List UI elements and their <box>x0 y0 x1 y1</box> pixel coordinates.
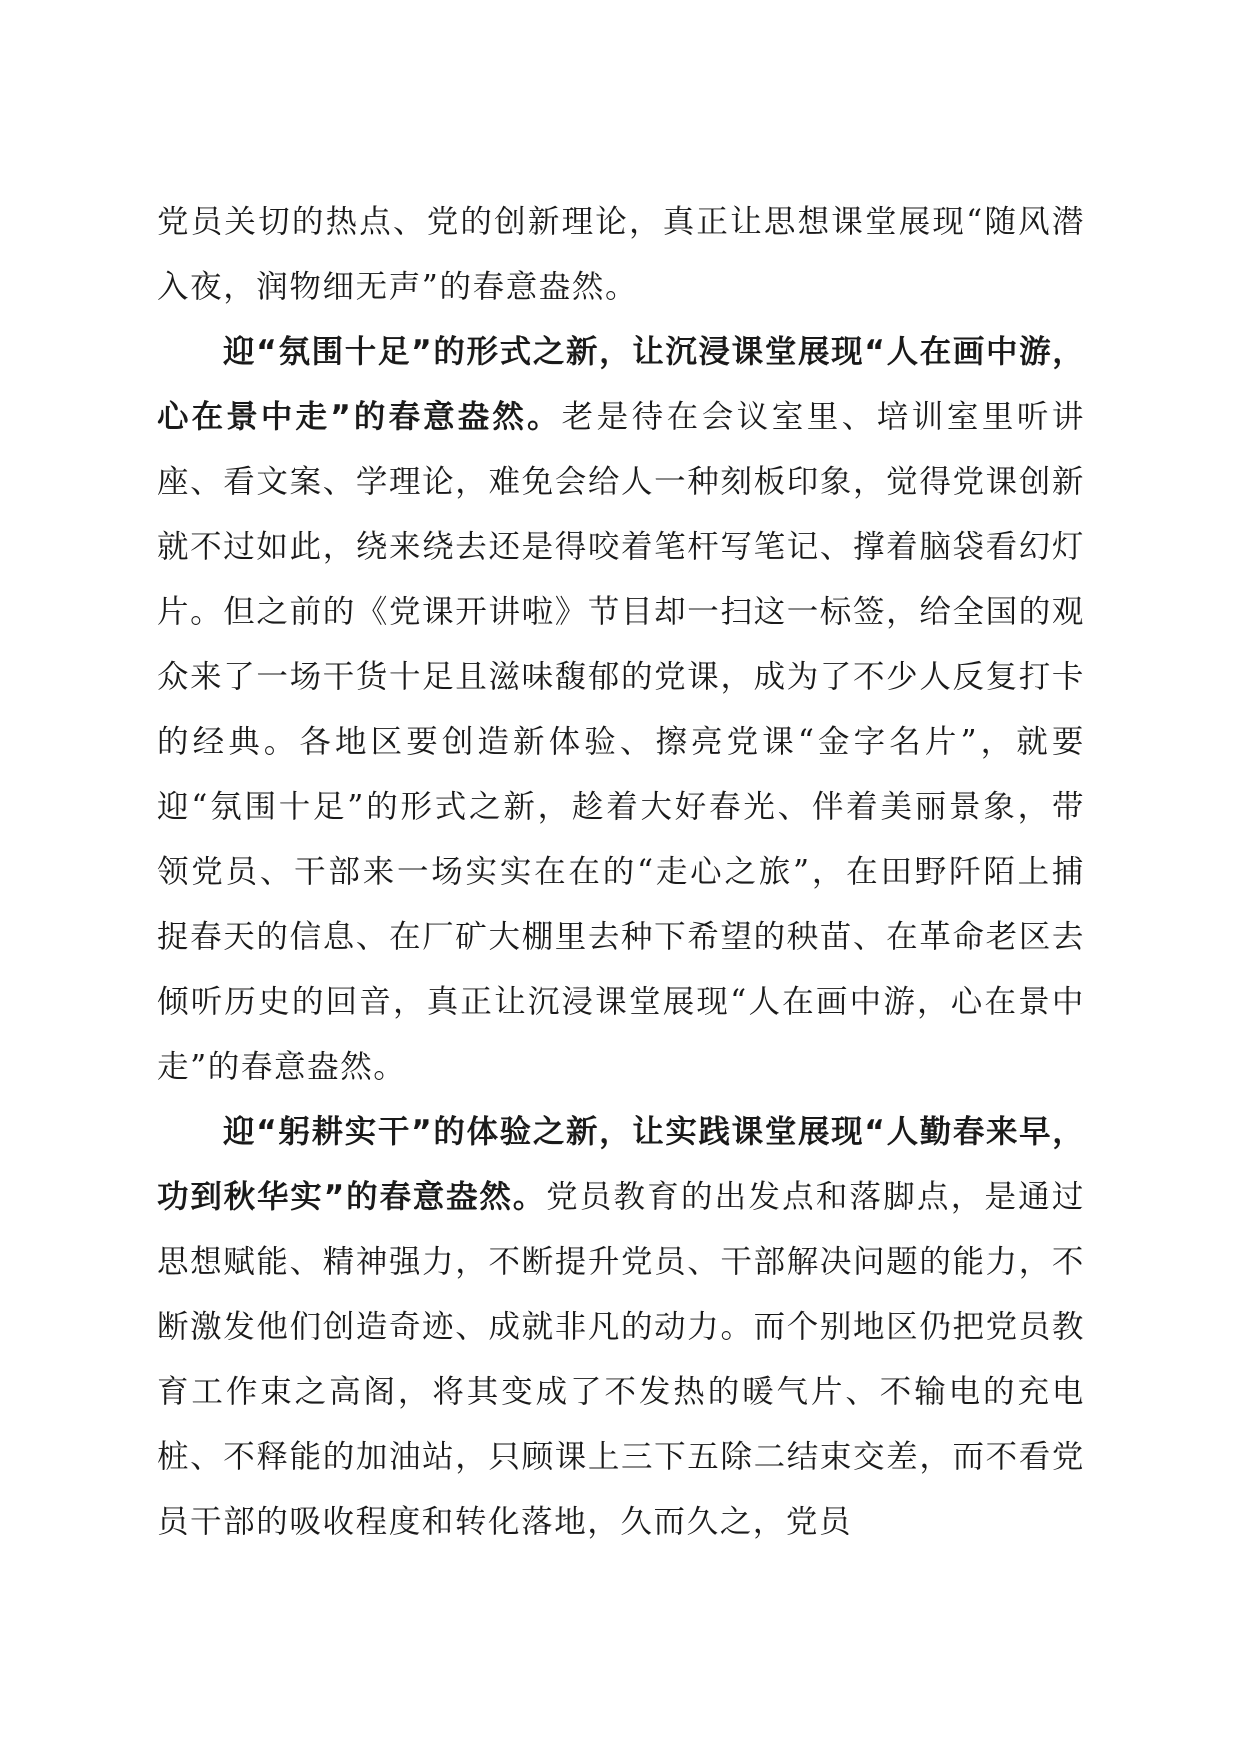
paragraph-body: 党员关切的热点、党的创新理论，真正让思想课堂展现“随风潜入夜，润物细无声”的春意盎然。 <box>157 204 1085 305</box>
document-page <box>157 190 1085 1555</box>
paragraph-continued <box>157 190 1085 320</box>
paragraph-immersive-classroom <box>157 320 1085 1100</box>
paragraph-body: 党员教育的出发点和落脚点，是通过思想赋能、精神强力，不断提升党员、干部解决问题的能力，不断激发他们创造奇迹、成就非凡的动力。而个别地区仍把党员教育工作束之高阁，将其变成了不发热的暖气片、不输电的充电桩、不释能的加油站，只顾课上三下五除二结束交差，而不看党员干部的吸收程度和转化落地，久而久之，党员 <box>157 1179 1085 1540</box>
paragraph-lead-heading: 迎“氛围十足”的形式之新，让沉浸课堂展现“人在画中游，心在景中走”的春意盎然。 <box>157 334 1085 435</box>
paragraph-practice-classroom <box>157 1100 1085 1555</box>
paragraph-lead-heading: 迎“躬耕实干”的体验之新，让实践课堂展现“人勤春来早，功到秋华实”的春意盎然。 <box>157 1114 1085 1215</box>
paragraph-body: 老是待在会议室里、培训室里听讲座、看文案、学理论，难免会给人一种刻板印象，觉得党课创新就不过如此，绕来绕去还是得咬着笔杆写笔记、撑着脑袋看幻灯片。但之前的《党课开讲啦》节目却一扫这一标签，给全国的观众来了一场干货十足且滋味馥郁的党课，成为了不少人反复打卡的经典。各地区要创造新体验、擦亮党课“金字名片”，就要迎“氛围十足”的形式之新，趁着大好春光、伴着美丽景象，带领党员、干部来一场实实在在的“走心之旅”，在田野阡陌上捕捉春天的信息、在厂矿大棚里去种下希望的秧苗、在革命老区去倾听历史的回音，真正让沉浸课堂展现“人在画中游，心在景中走”的春意盎然。 <box>157 399 1085 1085</box>
